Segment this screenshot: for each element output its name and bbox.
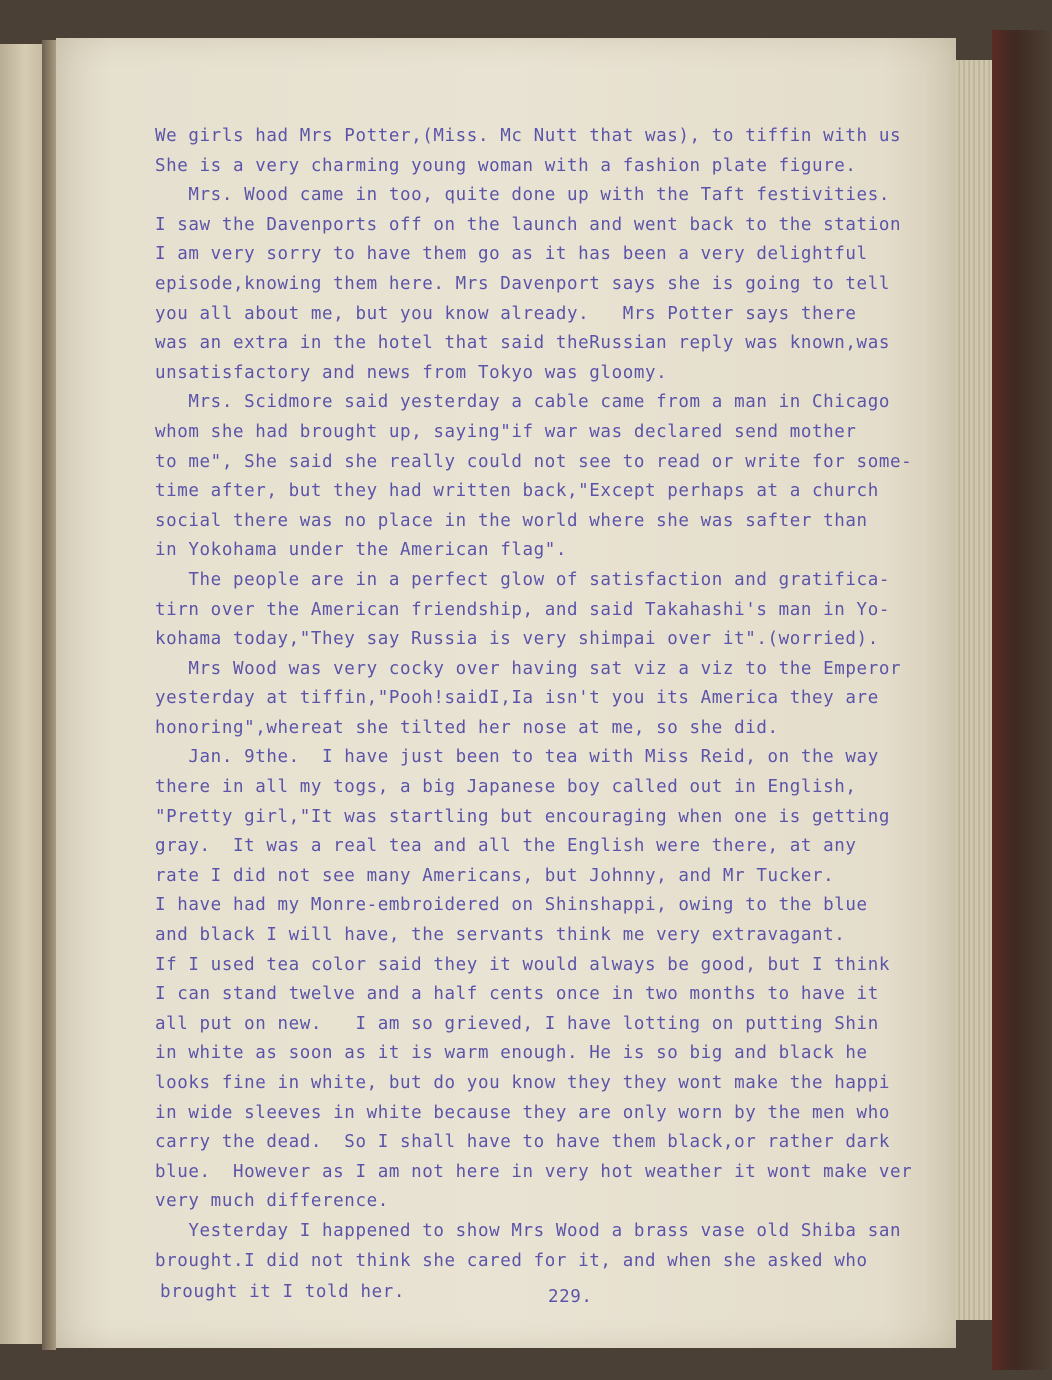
text-line: brought.I did not think she cared for it, and when she asked who bbox=[155, 1250, 868, 1271]
text-line: yesterday at tiffin,"Pooh!saidI,Ia isn't you its America they are bbox=[155, 688, 879, 709]
text-line: She is a very charming young woman with a fashion plate figure. bbox=[155, 155, 857, 176]
page-number: 229. bbox=[548, 1287, 593, 1307]
text-line: looks fine in white, but do you know they they wont make the happi bbox=[155, 1073, 890, 1093]
text-line: I have had my Monre-embroidered on Shinshappi, owing to the blue bbox=[155, 895, 868, 916]
text-line: Yesterday I happened to show Mrs Wood a brass vase old Shiba san bbox=[155, 1220, 902, 1241]
text-line: Mrs Wood was very cocky over having sat viz a viz to the Emperor bbox=[155, 658, 902, 679]
text-line: honoring",whereat she tilted her nose at me, so she did. bbox=[155, 717, 779, 738]
text-line: social there was no place in the world where she was safter than bbox=[155, 510, 868, 531]
text-line: If I used tea color said they it would always be good, but I think bbox=[155, 954, 890, 975]
text-line: there in all my togs, a big Japanese boy called out in English, bbox=[155, 777, 857, 798]
text-line: in white as soon as it is warm enough. He is so big and black he bbox=[155, 1043, 868, 1064]
text-line: rate I did not see many Americans, but Johnny, and Mr Tucker. bbox=[155, 865, 835, 886]
text-line: unsatisfactory and news from Tokyo was gloomy. bbox=[155, 362, 668, 383]
text-line: gray. It was a real tea and all the English were there, at any bbox=[155, 836, 857, 857]
text-line: blue. However as I am not here in very hot weather it wont make ver bbox=[155, 1161, 913, 1182]
text-line: in Yokohama under the American flag". bbox=[155, 540, 568, 561]
facing-page-edge bbox=[0, 44, 43, 1344]
text-line: I am very sorry to have them go as it has been a very delightful bbox=[155, 244, 868, 265]
text-line: you all about me, but you know already. Mrs Potter says there bbox=[155, 303, 857, 324]
text-line: kohama today,"They say Russia is very shimpai over it".(worried). bbox=[155, 629, 879, 650]
text-line: to me", She said she really could not see to read or write for some- bbox=[155, 451, 913, 472]
book-gutter bbox=[42, 40, 56, 1350]
text-line: Mrs. Wood came in too, quite done up with the Taft festivities. bbox=[155, 185, 890, 206]
text-line: Mrs. Scidmore said yesterday a cable came from a man in Chicago bbox=[155, 392, 890, 413]
text-line: The people are in a perfect glow of satisfaction and gratifica- bbox=[155, 569, 890, 590]
text-line: very much difference. bbox=[155, 1191, 389, 1212]
text-line: in wide sleeves in white because they are only worn by the men who bbox=[155, 1102, 890, 1123]
typed-text-body bbox=[155, 122, 975, 1276]
text-line: "Pretty girl,"It was startling but encouraging when one is getting bbox=[155, 806, 890, 827]
last-text-line: brought it I told her. bbox=[160, 1282, 405, 1302]
text-line: and black I will have, the servants think me very extravagant. bbox=[155, 925, 846, 946]
text-line: I saw the Davenports off on the launch and went back to the station bbox=[155, 214, 902, 235]
text-line: We girls had Mrs Potter,(Miss. Mc Nutt that was), to tiffin with us bbox=[155, 126, 902, 146]
text-line: Jan. 9the. I have just been to tea with Miss Reid, on the way bbox=[155, 747, 879, 768]
text-line: all put on new. I am so grieved, I have lotting on putting Shin bbox=[155, 1013, 879, 1034]
text-line: was an extra in the hotel that said theRussian reply was known,was bbox=[155, 333, 890, 354]
text-line: carry the dead. So I shall have to have them black,or rather dark bbox=[155, 1132, 890, 1153]
text-line: episode,knowing them here. Mrs Davenport says she is going to tell bbox=[155, 273, 890, 294]
text-line: whom she had brought up, saying"if war was declared send mother bbox=[155, 421, 857, 442]
text-line: time after, but they had written back,"Except perhaps at a church bbox=[155, 481, 879, 502]
text-line: I can stand twelve and a half cents once in two months to have it bbox=[155, 984, 879, 1005]
book-cover-edge bbox=[992, 30, 1052, 1370]
text-line: tirn over the American friendship, and said Takahashi's man in Yo- bbox=[155, 599, 890, 620]
